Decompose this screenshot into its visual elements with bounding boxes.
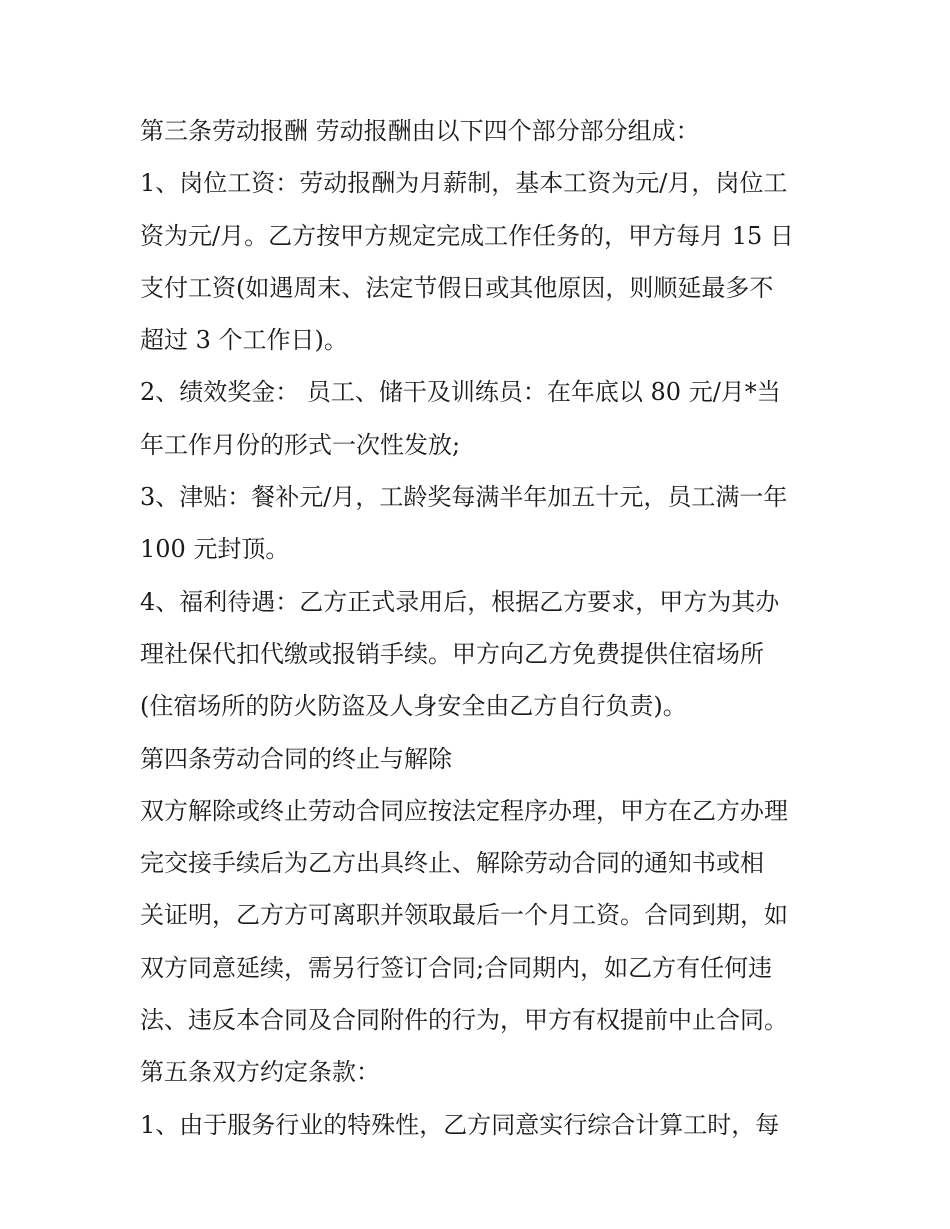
text-line: 支付工资(如遇周末、法定节假日或其他原因，则顺延最多不 xyxy=(140,273,774,302)
text-line: 关证明，乙方方可离职并领取最后一个月工资。合同到期，如 xyxy=(140,901,788,930)
text-line: 年工作月份的形式一次性发放; xyxy=(140,430,461,459)
text-line: 1、岗位工资：劳动报酬为月薪制，基本工资为元/月，岗位工 xyxy=(140,169,788,198)
text-line: 双方解除或终止劳动合同应按法定程序办理，甲方在乙方办理 xyxy=(140,796,788,825)
text-line: 100 元封顶。 xyxy=(140,535,290,564)
text-line: 双方同意延续，需另行签订合同;合同期内，如乙方有任何违 xyxy=(140,953,773,982)
text-line: 资为元/月。乙方按甲方规定完成工作任务的，甲方每月 15 日 xyxy=(140,221,794,250)
text-line: 法、违反本合同及合同附件的行为，甲方有权提前中止合同。 xyxy=(140,1006,788,1035)
clause-heading-5: 第五条双方约定条款： xyxy=(140,1058,380,1087)
text-line: 完交接手续后为乙方出具终止、解除劳动合同的通知书或相 xyxy=(140,849,764,878)
text-line: 3、津贴：餐补元/月，工龄奖每满半年加五十元，员工满一年 xyxy=(140,483,788,512)
text-line: 1、由于服务行业的特殊性，乙方同意实行综合计算工时，每 xyxy=(140,1110,780,1139)
clause-heading-4: 第四条劳动合同的终止与解除 xyxy=(140,744,452,773)
text-line: 4、福利待遇：乙方正式录用后，根据乙方要求，甲方为其办 xyxy=(140,587,780,616)
text-line: 超过 3 个工作日)。 xyxy=(140,326,348,355)
text-line: 理社保代扣代缴或报销手续。甲方向乙方免费提供住宿场所 xyxy=(140,639,764,668)
clause-heading-3: 第三条劳动报酬 劳动报酬由以下四个部分部分组成： xyxy=(140,117,700,145)
text-line: 2、绩效奖金： 员工、储干及训练员：在年底以 80 元/月*当 xyxy=(140,378,781,407)
document-body xyxy=(140,105,820,1151)
text-line: (住宿场所的防火防盗及人身安全由乙方自行负责)。 xyxy=(140,692,687,721)
